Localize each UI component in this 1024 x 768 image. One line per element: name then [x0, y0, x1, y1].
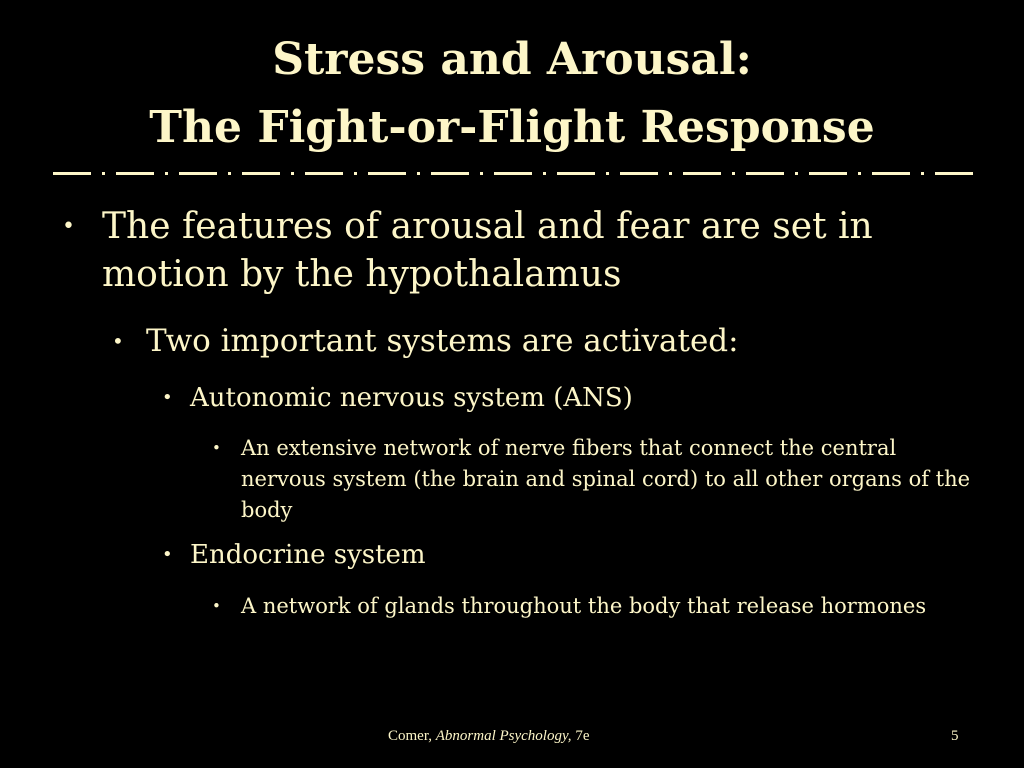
title-line-1: Stress and Arousal:: [272, 34, 752, 85]
bullet-level-4-ans-definition: [212, 433, 972, 526]
bullet-dot-icon: •: [62, 214, 75, 239]
bullet-text: Endocrine system: [190, 540, 426, 570]
bullet-dot-icon: •: [212, 439, 221, 457]
bullet-level-3-ans: [162, 380, 982, 416]
footer-author: Comer,: [388, 728, 436, 744]
bullet-dot-icon: •: [162, 387, 173, 408]
page-number: 5: [951, 728, 959, 744]
bullet-level-3-endocrine: [162, 537, 982, 573]
bullet-text: The features of arousal and fear are set in motion by the hypothalamus: [102, 206, 873, 295]
bullet-dot-icon: •: [212, 597, 221, 615]
slide-title: [0, 26, 1024, 162]
footer-edition: 7e: [571, 728, 590, 744]
footer-book-title: Abnormal Psychology,: [435, 728, 572, 744]
bullet-dot-icon: •: [162, 544, 173, 565]
bullet-level-1: [62, 203, 942, 299]
title-line-2: The Fight-or-Flight Response: [149, 102, 875, 153]
title-divider: [53, 167, 973, 179]
bullet-level-4-endocrine-definition: [212, 591, 972, 622]
bullet-text: Autonomic nervous system (ANS): [190, 383, 633, 413]
bullet-level-2: [112, 320, 972, 362]
bullet-text: An extensive network of nerve fibers that connect the central nervous system (the brain and spinal cord) to all other organs of the body: [241, 436, 971, 522]
bullet-text: A network of glands throughout the body that release hormones: [241, 594, 927, 618]
footer-citation: [388, 728, 589, 745]
bullet-text: Two important systems are activated:: [146, 323, 739, 359]
slide-footer: [0, 728, 1024, 750]
bullet-dot-icon: •: [112, 329, 124, 353]
